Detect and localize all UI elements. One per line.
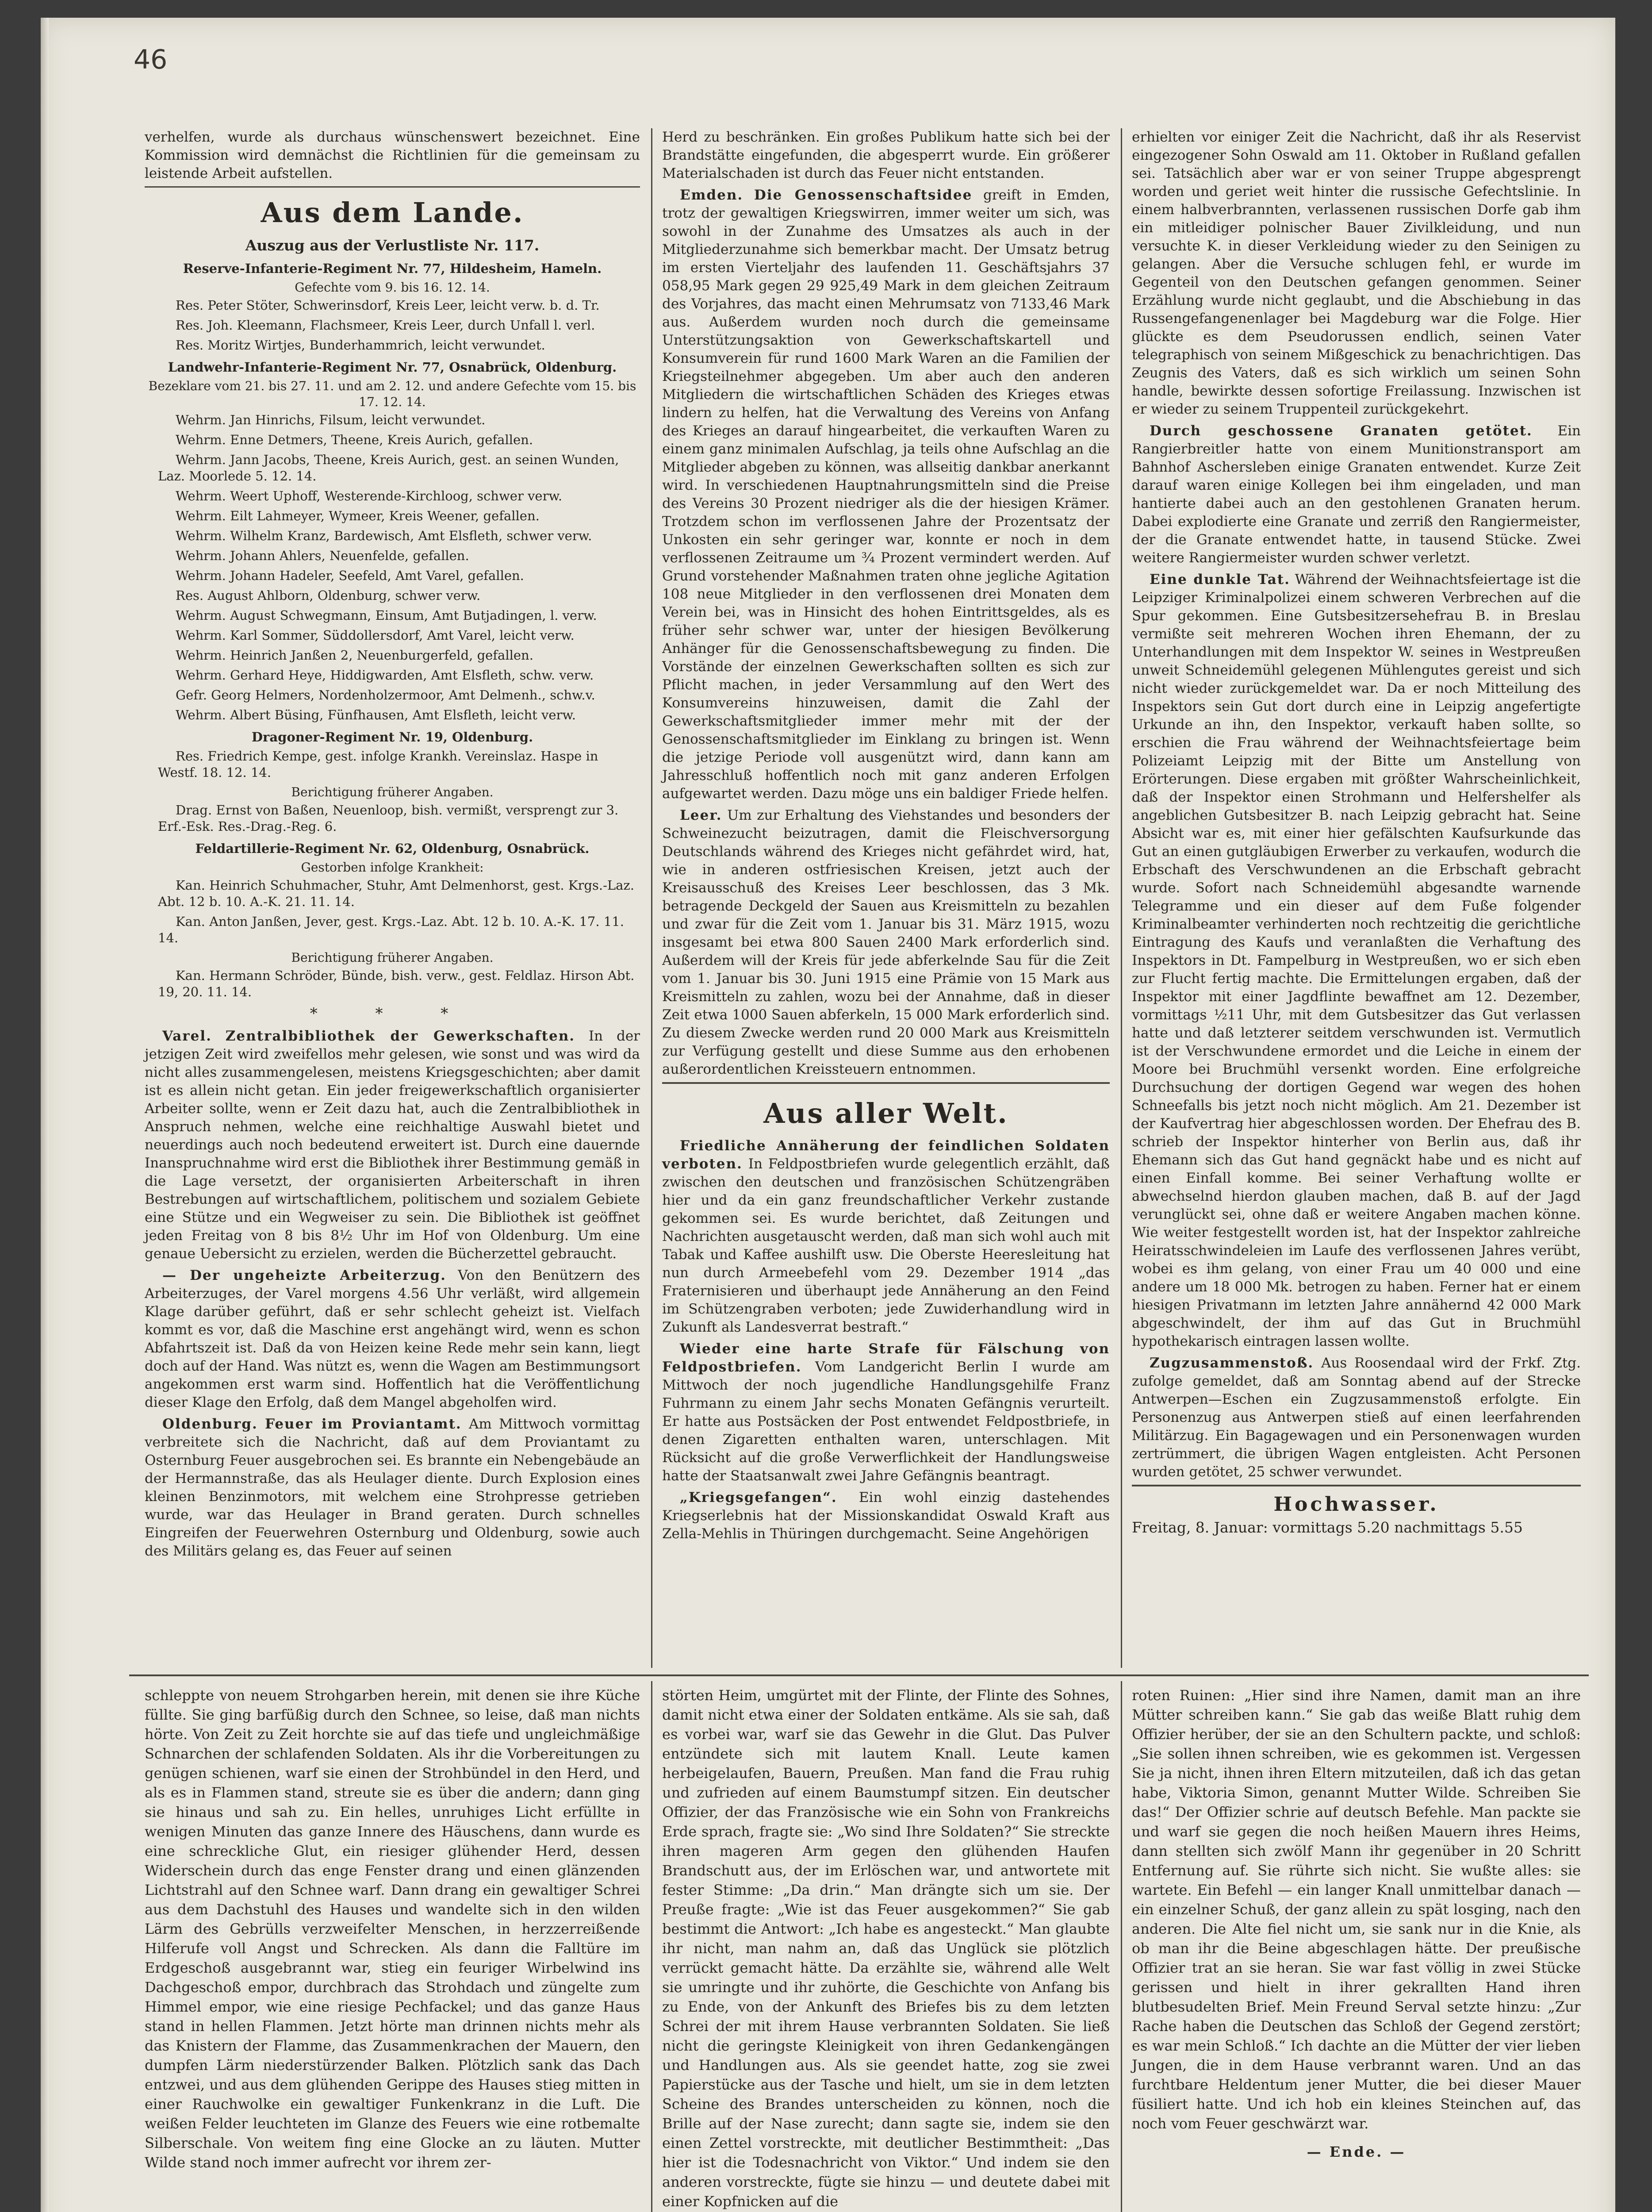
casualty-entry: Res. Joh. Kleemann, Flachsmeer, Kreis Leer, durch Unfall l. verl. (176, 318, 595, 333)
feuilleton-column-2 (662, 1686, 1110, 2212)
casualty-entry: Res. Friedrich Kempe, gest. infolge Krankh. Vereinslaz. Haspe in Westf. 18. 12. 14. (158, 749, 598, 780)
section-title-aus-dem-lande: Aus dem Lande. (261, 196, 524, 229)
article-title: Eine dunkle Tat. (1150, 572, 1290, 588)
casualty-entry: Wehrm. Weert Uphoff, Westerende-Kirchloog, schwer verw. (176, 488, 563, 503)
casualty-entry: Wehrm. Albert Büsing, Fünfhausen, Amt Elsfleth, leicht verw. (176, 707, 576, 722)
article-text: Ein wohl einzig dastehendes Kriegserlebnis hat der Missionskandidat Oswald Kraft aus Zella-Mehlis in Thüringen durchgemacht. Seine Angehörigen (662, 1490, 1110, 1542)
casualty-entry: Wehrm. Heinrich Janßen 2, Neuenburgerfeld, gefallen. (176, 648, 533, 663)
casualty-entry: Wehrm. Jann Jacobs, Theene, Kreis Aurich, gest. an seinen Wunden, Laz. Moorlede 5. 12. 14. (158, 452, 619, 484)
article-harte-strafe (662, 1340, 1110, 1485)
casualty-list (145, 412, 640, 723)
casualty-entry: Kan. Anton Janßen, Jever, gest. Krgs.-Laz. Abt. 12 b. 10. A.-K. 17. 11. 14. (158, 914, 624, 945)
dateline: Emden. (680, 187, 744, 203)
lead-text: verhelfen, wurde als durchaus wünschenswert bezeichnet. Eine Kommission wird demnächst die Richtlinien für die gemeinsam zu leistende Arbeit aufstellen. (145, 129, 640, 181)
regiment-subtitle: Berichtigung früherer Angaben. (291, 785, 494, 799)
casualty-entry: Gefr. Georg Helmers, Nordenholzermoor, Amt Delmenh., schw.v. (176, 687, 595, 703)
article-text: greift in Emden, trotz der gewaltigen Kriegswirren, immer weiter um sich, was sowohl in der Zunahme des Umsatzes als auch in der Mitgliederzunahme sich bemerkbar macht. Der Umsatz betrug im ersten Vierteljahr des laufenden 11. Geschäftsjahrs 37 058,95 Mark gegen 29 925,49 Mark in dem gleichen Zeitraum des Vorjahres, das macht einen Mehrumsatz von 7133,46 Mark aus. Außerdem wurden noch durch die gemeinsame Unterstützungsaktion von Gewerkschaftskartell und Konsumverein für rund 1600 Mark Waren an die Familien der Kriegsteilnehmer abgegeben. Um aber auch den anderen Mitgliedern die wirtschaftlichen Schäden des Krieges etwas lindern zu helfen, hat die Verwaltung des Vereins von Anfang des Krieges an darauf hingearbeitet, die verkauften Waren zu einem ganz minimalen Aufschlag, ja teils ohne Aufschlag an die Mitglieder abgeben zu können, was allseitig dankbar anerkannt wird. In verschiedenen Hauptnahrungsmitteln sind die Preise des Vereins 30 Prozent niedriger als die der hiesigen Krämer. Trotzdem schon im verflossenen Jahre der Prozentsatz der Unkosten ein sehr geringer war, konnte er noch in dem verflossenen Zeitraume um ¾ Prozent vermindert werden. Auf Grund vorstehender Maßnahmen traten ohne jegliche Agitation 108 neue Mitglieder in den verflossenen drei Monaten dem Verein bei, was in Hinsicht des hohen Eintrittsgeldes, als es früher sehr schwer war, unter der hiesigen Bevölkerung Anhänger für die Genossenschaftsbewegung zu finden. Die Vorstände der einzelnen Gewerkschaften sollten es sich zur Pflicht machen, in jeder Versammlung auf den Wert des Konsumvereins hinzuweisen, damit die Zahl der Gewerkschaftsmitglieder immer mehr mit der der Genossenschaftsmitglieder im Einklang zu bringen ist. Wenn die jetzige Periode voll ausgenützt wird, dann kann am Jahresschluß hoffentlich noch mit ganz anderen Erfolgen aufgewartet werden. Dazu möge uns ein baldiger Friede helfen. (662, 187, 1110, 802)
regiment-subtitle: Gefechte vom 9. bis 16. 12. 14. (295, 280, 490, 295)
article-text: In Feldpostbriefen wurde gelegentlich erzählt, daß zwischen den deutschen und französischen Schützengräben hier und da ein ganz freundschaftlicher Verkehr zustande gekommen sei. Es wurde berichtet, daß Zeitungen und Nachrichten ausgetauscht werden, daß man sich wohl auch mit Tabak und Kaffee aushilft usw. Die Oberste Heeresleitung hat nun durch Armeebefehl vom 29. Dezember 1914 „das Fraternisieren und überhaupt jede Annäherung an den Feind im Schützengraben verboten; jede Zuwiderhandlung wird in Zukunft als Landesverrat bestraft.“ (662, 1156, 1110, 1335)
article-title: „Kriegsgefangen“. (680, 1490, 837, 1505)
feuilleton-text: schleppte von neuem Strohgarben herein, mit denen sie ihre Küche füllte. Sie ging barfüßig durch den Schnee, so leise, daß man nichts hörte. Von Zeit zu Zeit horchte sie auf das tiefe und ungleichmäßige Schnarchen der schlafenden Soldaten. Als ihr die Vorbereitungen zu genügen schienen, warf sie einen der Strohbündel in den Herd, und als es in Flammen stand, streute sie es über die andern; dann ging sie hinaus und sah zu. Ein helles, unruhiges Licht erfüllte in wenigen Minuten das ganze Innere des Häuschens, dann wurde es eine schreckliche Glut, ein riesiger glühender Herd, dessen Widerschein durch das enge Fenster drang und einen glänzenden Lichtstrahl auf den Schnee warf. Dann drang ein gewaltiger Schrei aus dem Dachstuhl des Hauses und wandelte sich in den wilden Lärm des Gebrülls verzweifelter Menschen, in herzzerreißende Hilferufe voll Angst und Schrecken. Als dann die Falltüre im Erdgeschoß ausgebrannt war, stieg ein feuriger Wirbelwind ins Dachgeschoß empor, durchbrach das Strohdach und züngelte zum Himmel empor, wie eine riesige Pechfackel; und das ganze Haus stand in hellen Flammen. Jetzt hörte man drinnen nichts mehr als das Knistern der Flamme, das Zusammenkrachen der Mauern, den dumpfen Lärm niederstürzender Balken. Plötzlich sank das Dach entzwei, und aus dem glühenden Gerippe des Hauses stieg mitten in einer Rauchwolke ein gewaltiger Funkenkranz in die Luft. Die weißen Felder leuchteten im Glanze des Feuers wie eine rotbemalte Silberschale. Von weitem fing eine Glocke an zu läuten. Mutter Wilde stand noch immer aufrecht vor ihrem zer- (145, 1687, 640, 2171)
article-friedliche (662, 1137, 1110, 1336)
section-aus-aller-welt (662, 1082, 1110, 1131)
article-zugzusammenstoss (1132, 1354, 1581, 1481)
casualty-entry: Drag. Ernst von Baßen, Neuenloop, bish. vermißt, versprengt zur 3. Erf.-Esk. Res.-Drag.-Reg. 6. (158, 803, 619, 834)
article-oldenburg (145, 1415, 640, 1560)
regiment-title: Dragoner-Regiment Nr. 19, Oldenburg. (251, 730, 533, 745)
feuilleton-text: roten Ruinen: „Hier sind ihre Namen, damit man an ihre Mütter schreiben kann.“ Sie gab das weiße Blatt ruhig dem Offizier herüber, der sie an den Schultern packte, und schloß: „Sie sollen ihnen schreiben, wie es gekommen ist. Vergessen Sie ja nicht, ihnen ihren Eltern mitzuteilen, daß ich das getan habe, Viktoria Simon, genannt Mutter Wilde. Schreiben Sie das!“ Der Offizier schrie auf deutsch Befehle. Man packte sie und warf sie gegen die noch heißen Mauern ihres Heims, dann stellten sich zwölf Mann ihr gegenüber in 20 Schritt Entfernung auf. Sie rührte sich nicht. Sie wußte alles: sie wartete. Ein Befehl — ein langer Knall unmittelbar danach — ein einzelner Schuß, der ganz allein zu spät losging, nach den anderen. Die Alte fiel nicht um, sie sank nur in die Knie, als ob man ihr die Beine abgeschlagen hätte. Der preußische Offizier trat an sie heran. Sie war fast völlig in zwei Stücke gerissen und hielt in ihrer gekrallten Hand ihren blutbesudelten Brief. Mein Freund Serval setzte hinzu: „Zur Rache haben die Deutschen das Schloß der Gegend zerstört; es war mein Schloß.“ Ich dachte an die Mütter der vier lieben Jungen, die in dem Hause verbrannt waren. Und an das furchtbare Heldentum jener Mutter, die bei dieser Mauer füsiliert hatte. Und ich hob ein kleines Steinchen auf, das noch vom Feuer geschwärzt war. (1132, 1687, 1581, 2132)
regiment-subtitle: Bezeklare vom 21. bis 27. 11. und am 2. 12. und andere Gefechte vom 15. bis 17. 12. 14. (148, 379, 636, 409)
article-title: Wieder eine harte Strafe für Fälschung von Feldpostbriefen. (662, 1341, 1110, 1375)
column-rule (651, 1681, 652, 2212)
regiment-subtitle: Gestorben infolge Krankheit: (301, 860, 484, 875)
article-emden (662, 186, 1110, 803)
end-mark: — Ende. — (1307, 2143, 1406, 2160)
hochwasser-title: Hochwasser. (1273, 1493, 1439, 1516)
article-title: Zugzusammenstoß. (1150, 1355, 1314, 1371)
dateline: Oldenburg. (162, 1416, 258, 1432)
casualty-entry: Res. Moritz Wirtjes, Bunderhammrich, leicht verwundet. (176, 338, 545, 353)
hochwasser-times: Freitag, 8. Januar: vormittags 5.20 nachmittags 5.55 (1132, 1519, 1523, 1536)
regiment-subtitle: Berichtigung früherer Angaben. (291, 950, 494, 965)
casualty-entry: Wehrm. August Schwegmann, Einsum, Amt Butjadingen, l. verw. (176, 608, 597, 623)
regiment-title: Feldartillerie-Regiment Nr. 62, Oldenburg, Osnabrück. (195, 841, 590, 856)
column-rule (1121, 128, 1122, 1668)
article-kriegsgefangen (662, 1489, 1110, 1543)
article-granaten (1132, 422, 1581, 567)
article-text: Während der Weihnachtsfeiertage ist die Leipziger Kriminalpolizei einem schweren Verbrechen auf die Spur gekommen. Eine Gutsbesitzersehefrau B. in Breslau vermißte seit mehreren Wochen ihren Ehemann, der zu Unterhandlungen mit dem Inspektor W. seines in Westpreußen unweit Schneidemühl gelegenen Mühlengutes gereist und sich nicht wieder zurückgemeldet war. Da er noch Mitteilung des Inspektors sein Gut dort durch eine in Leipzig angefertigte Urkunde an ihn, den Inspektor, verkauft haben sollte, so erschien die Frau während der Weihnachtsfeiertage beim Polizeiamt Leipzig mit der Bitte um Anstellung von Erörterungen. Diese ergaben mit größter Wahrscheinlichkeit, daß der Inspektor einen Strohmann und Helfershelfer als angeblichen Gutsbesitzer B. nach Leipzig gebracht hat. Seine Absicht war es, mit einer hier gefälschten Kaufsurkunde das Gut an einen gutgläubigen Erwerber zu verkaufen, wodurch die Erbschaft des Verschwundenen an die Erbschaft gebracht wurde. Sofort nach Schneidemühl abgesandte warnende Telegramme und ein dieser auf dem Fuße folgender Kriminalbeamter verhinderten noch rechtzeitig die gerichtliche Eintragung des Kaufs und veranlaßten die Verhaftung des Inspektors in Dt. Fampelburg in Westpreußen, wo er sich eben zur Flucht fertig machte. Die Ermittelungen ergaben, daß der Inspektor mit einer Jagdflinte bewaffnet am 12. Dezember, vormittags ½11 Uhr, mit dem Gutsbesitzer das Gut verlassen hatte und daß letzterer seitdem verschwunden ist. Vermutlich ist der Verschwundene ermordet und die Leiche in einem der Moore bei Bruchmühl versenkt worden. Eine erfolgreiche Durchsuchung der dortigen Gegend war wegen des hohen Schneefalls bis jetzt noch nicht möglich. Am 21. Dezember ist der Kaufvertrag hier abgeschlossen worden. Der Ehefrau des B. schrieb der Inspektor hinterher von Berlin aus, daß ihr Ehemann sich das Gut hand gegnäckt habe und es nicht auf einen Einfall komme. Bei seiner Verhaftung wollte er abwechselnd hierdon glauben machen, daß B. auf der Jagd verunglückt sei, ohne daß er weitere Angaben machen könne. Wie weiter festgestellt worden ist, hat der Inspektor zahlreiche Heiratsschwindeleien im Laufe des verflossenen Jahres verübt, wobei es ihm gelang, von einer Frau um 40 000 und eine andere um 18 000 Mk. betrogen zu haben. Ferner hat er einem hiesigen Privatmann im letzten Jahre annähernd 42 000 Mark abgeschwindelt, der ihm auf das Gut in Bruchmühl hypothekarisch eintragen lassen wollte. (1132, 572, 1581, 1349)
casualty-entry: Res. Peter Stöter, Schwerinsdorf, Kreis Leer, leicht verw. b. d. Tr. (176, 298, 600, 313)
article-text: Ein Rangierbreitler hatte von einem Munitionstransport am Bahnhof Aschersleben einige Granaten entwendet. Kurze Zeit darauf waren einige Kollegen bei ihm eingeladen, und man hantierte dabei auch an den gestohlenen Granaten herum. Dabei explodierte eine Granate und zerriß den Rangiermeister, der die Granate entwendet hatte, in tausend Stücke. Zwei weitere Rangiermeister wurden schwer verletzt. (1132, 423, 1581, 566)
column-1 (145, 128, 640, 1564)
casualty-entry: Wehrm. Gerhard Heye, Hiddigwarden, Amt Elsfleth, schw. verw. (176, 668, 594, 683)
article-title: Durch geschossene Granaten getötet. (1150, 423, 1533, 439)
section-title-aus-aller-welt: Aus aller Welt. (763, 1097, 1008, 1129)
dateline: Varel. (162, 1028, 212, 1044)
stars-divider: * * * (310, 1005, 475, 1022)
lead-text: Herd zu beschränken. Ein großes Publikum hatte sich bei der Brandstätte eingefunden, die abgesperrt wurde. Ein größerer Materialschaden ist durch das Feuer nicht entstanden. (662, 129, 1110, 181)
article-text: Aus Roosendaal wird der Frkf. Ztg. zufolge gemeldet, daß am Sonntag abend auf der Strecke Antwerpen—Eschen ein Zugzusammenstoß erfolgte. Ein Personenzug aus Antwerpen stieß auf einen leerfahrenden Militärzug. Ein Bagagewagen und ein Personenwagen wurden zertrümmert, die übrigen Wagen entgleisten. Acht Personen wurden getötet, 25 schwer verwundet. (1132, 1355, 1581, 1480)
article-title: — Der ungeheizte Arbeiterzug. (162, 1267, 446, 1283)
column-3 (1132, 128, 1581, 1537)
article-text: Am Mittwoch vormittag verbreitete sich die Nachricht, daß auf dem Proviantamt zu Osternburg Feuer ausgebrochen sei. Es brannte ein Nebengebäude an der Hermannstraße, das als Heulager diente. Durch Explosion eines kleinen Benzinmotors, mit welchem eine Strohpresse getrieben wurde, war das Heulager in Brand geraten. Durch schnelles Eingreifen der Feuerwehren Osternburg und Oldenburg, sowie auch des Militärs gelang es, das Feuer auf seinen (145, 1416, 640, 1559)
casualty-entry: Wehrm. Wilhelm Kranz, Bardewisch, Amt Elsfleth, schwer verw. (176, 528, 592, 543)
article-dunkle-tat (1132, 571, 1581, 1351)
regiment-title: Reserve-Infanterie-Regiment Nr. 77, Hildesheim, Hameln. (183, 261, 602, 276)
feuilleton-rule (129, 1674, 1589, 1676)
hochwasser-box (1132, 1485, 1581, 1537)
dateline: Leer. (680, 807, 722, 823)
article-title: Die Genossenschaftsidee (754, 187, 973, 203)
article-text: In der jetzigen Zeit wird zweifellos mehr gelesen, wie sonst und was wird da nicht alles zusammengelesen, meistens Kriegsgeschichten; aber damit ist es allein nicht getan. Ein jeder freigewerkschaftlich organisierter Arbeiter sollte, wenn er Zeit dazu hat, auch die Zentralbibliothek in Anspruch nehmen, welche eine reichhaltige Auswahl bietet und neuerdings auch noch bedeutend erweitert ist. Durch eine dauernde Inanspruchnahme wird erst die Bibliothek ihrer Bestimmung gemäß in die Lage versetzt, der organisierten Arbeiterschaft in ihren Bestrebungen auf wirtschaftlichem, politischem und sozialem Gebiete eine Stütze und ein Wegweiser zu sein. Die Bibliothek ist geöffnet jeden Freitag von 8 bis 8½ Uhr im Hof von Oldenburg. Um eine genaue Uebersicht zu erzielen, werden die Bücherzettel gebraucht. (145, 1028, 640, 1262)
article-text: Vom Landgericht Berlin I wurde am Mittwoch der noch jugendliche Handlungsgehilfe Franz Fuhrmann zu einem Jahr sechs Monaten Gefängnis verurteilt. Er hatte aus Postsäcken der Post entwendet Feldpostbriefe, in denen Zigaretten enthalten waren, unterschlagen. Mit Rücksicht auf die große Verwerflichkeit der Handlungsweise hatte der Staatsanwalt zwei Jahre Gefängnis beantragt. (662, 1359, 1110, 1484)
casualty-entry: Wehrm. Jan Hinrichs, Filsum, leicht verwundet. (176, 412, 486, 427)
lead-text: erhielten vor einiger Zeit die Nachricht, daß ihr als Reservist eingezogener Sohn Oswald am 11. Oktober in Rußland gefallen sei. Tatsächlich aber war er von seiner Truppe abgesprengt worden und geriet weit hinter die russische Gefechtslinie. In einem halbverbrannten, verlassenen russischen Dorfe gab ihm ein mitleidiger polnischer Bauer Zivilkleidung, und nun versuchte K. in dieser Verkleidung wieder zu den Seinigen zu gelangen. Aber die Versuche schlugen fehl, er wurde im Gegenteil von den Deutschen gefangen genommen. Seiner Erzählung wurde nicht geglaubt, und die Abschiebung in das Russengefangenenlager bei Magdeburg war die Folge. Hier glückte es dem Pseudorussen endlich, seinen Vater telegraphisch von seinem Mißgeschick zu benachrichtigen. Das Zeugnis des Vaters, daß es sich wirklich um seinen Sohn handle, bewirkte dessen sofortige Freilassung. Inzwischen ist er wieder zu seinem Truppenteil zurückgekehrt. (1132, 129, 1581, 417)
casualty-entry: Wehrm. Eilt Lahmeyer, Wymeer, Kreis Weener, gefallen. (176, 508, 540, 523)
casualty-entry: Res. August Ahlborn, Oldenburg, schwer verw. (176, 588, 481, 603)
article-title: Feuer im Proviantamt. (265, 1416, 462, 1432)
regiment-title: Landwehr-Infanterie-Regiment Nr. 77, Osnabrück, Oldenburg. (168, 360, 617, 375)
casualty-entry: Wehrm. Johann Ahlers, Neuenfelde, gefallen. (176, 548, 469, 563)
article-title: Friedliche Annäherung der feindlichen Soldaten verboten. (662, 1138, 1110, 1172)
article-leer (662, 806, 1110, 1079)
article-text: Von den Benützern des Arbeiterzuges, der Varel morgens 4.56 Uhr verläßt, wird allgemein Klage darüber geführt, daß er sehr schlecht geheizt ist. Vielfach kommt es vor, daß die Maschine erst angehängt wird, wenn es schon Abfahrtszeit ist. Daß da von Heizen keine Rede mehr sein kann, liegt doch auf der Hand. Was nützt es, wenn die Wagen am Bestimmungsort angekommen erst warm sind. Hoffentlich hat die Veröffentlichung dieser Klage den Erfolg, daß dem Mangel abgeholfen wird. (145, 1267, 640, 1410)
casualty-entry: Wehrm. Johann Hadeler, Seefeld, Amt Varel, gefallen. (176, 568, 524, 583)
article-text: Um zur Erhaltung des Viehstandes und besonders der Schweinezucht beizutragen, damit die Fleischversorgung Deutschlands während des Krieges nicht gefährdet wird, hat, wie in anderen ostfriesischen Kreisen, jetzt auch der Kreisausschuß des Kreises Leer beschlossen, das 3 Mk. betragende Deckgeld der Sauen aus Kreismitteln zu bezahlen und zwar für die Zeit vom 1. Januar bis 31. März 1915, wozu insgesamt bei etwa 800 Sauen 2400 Mark erforderlich sind. Außerdem will der Kreis für jede abferkelnde Sau für die Zeit vom 1. Januar bis 30. Juni 1915 eine Prämie von 15 Mark aus Kreismitteln zu zahlen, wozu bei der Annahme, daß in dieser Zeit etwa 1000 Sauen abferkeln, 15 000 Mark erforderlich sind. Zu diesem Zwecke werden rund 20 000 Mark aus Kreismitteln zur Verfügung gestellt und diese Summe aus den erhobenen außerordentlichen Kreissteuern entnommen. (662, 807, 1110, 1077)
divider (145, 186, 640, 188)
column-rule (651, 128, 652, 1668)
newspaper-page (41, 18, 1615, 2212)
column-rule (1121, 1681, 1122, 2212)
feuilleton-text: störten Heim, umgürtet mit der Flinte, der Flinte des Sohnes, damit nicht etwa einer der Soldaten entkäme. Als sie sah, daß es vorbei war, warf sie das Gewehr in die Glut. Das Pulver entzündete sich mit lautem Knall. Leute kamen herbeigelaufen, Bauern, Preußen. Man fand die Frau ruhig und zufrieden auf einem Baumstumpf sitzen. Ein deutscher Offizier, der das Französische wie ein Sohn von Frankreichs Erde sprach, fragte sie: „Wo sind Ihre Soldaten?“ Sie streckte ihren mageren Arm gegen den glühenden Haufen Brandschutt aus, der im Erlöschen war, und antwortete mit fester Stimme: „Da drin.“ Man drängte sich um sie. Der Preuße fragte: „Wie ist das Feuer ausgekommen?“ Sie gab bestimmt die Antwort: „Ich habe es angesteckt.“ Man glaubte ihr nicht, man nahm an, daß das Unglück sie plötzlich verrückt gemacht hätte. Da erzählte sie, während alle Welt sie umringte und ihr zuhörte, die Geschichte von Anfang bis zu Ende, von der Ankunft des Briefes bis zu dem letzten Schrei der mit ihrem Hause verbrannten Soldaten. Sie ließ nicht die geringste Kleinigkeit von ihren Gedankengängen und Handlungen aus. Als sie geendet hatte, zog sie zwei Papierstücke aus der Tasche und hielt, um sie in dem letzten Scheine des Brandes unterscheiden zu können, noch die Brille auf der Nase zurecht; dann sagte sie, indem sie den einen Zettel vorstreckte, mit deutlicher Bestimmtheit: „Das hier ist die Todesnachricht von Viktor.“ Und indem sie den anderen vorstreckte, fügte sie hinzu — und deutete dabei mit einer Kopfnicken auf die (662, 1687, 1110, 2210)
article-arbeiterzug (145, 1267, 640, 1412)
verlustliste-title: Auszug aus der Verlustliste Nr. 117. (245, 237, 540, 254)
article-title: Zentralbibliothek der Gewerkschaften. (225, 1028, 575, 1044)
casualty-entry: Wehrm. Enne Detmers, Theene, Kreis Aurich, gefallen. (176, 432, 533, 447)
casualty-list (145, 297, 640, 353)
casualty-entry: Kan. Hermann Schröder, Bünde, bish. verw., gest. Feldlaz. Hirson Abt. 19, 20. 11. 14. (158, 968, 635, 999)
feuilleton-column-1 (145, 1686, 640, 2176)
column-2 (662, 128, 1110, 1547)
casualty-entry: Wehrm. Karl Sommer, Süddollersdorf, Amt Varel, leicht verw. (176, 628, 575, 643)
casualty-entry: Kan. Heinrich Schuhmacher, Stuhr, Amt Delmenhorst, gest. Krgs.-Laz. Abt. 12 b. 10. A.-K. 21. 11. 14. (158, 878, 634, 909)
article-varel (145, 1027, 640, 1263)
page-number: 46 (134, 44, 168, 75)
feuilleton-column-3 (1132, 1686, 1581, 2162)
